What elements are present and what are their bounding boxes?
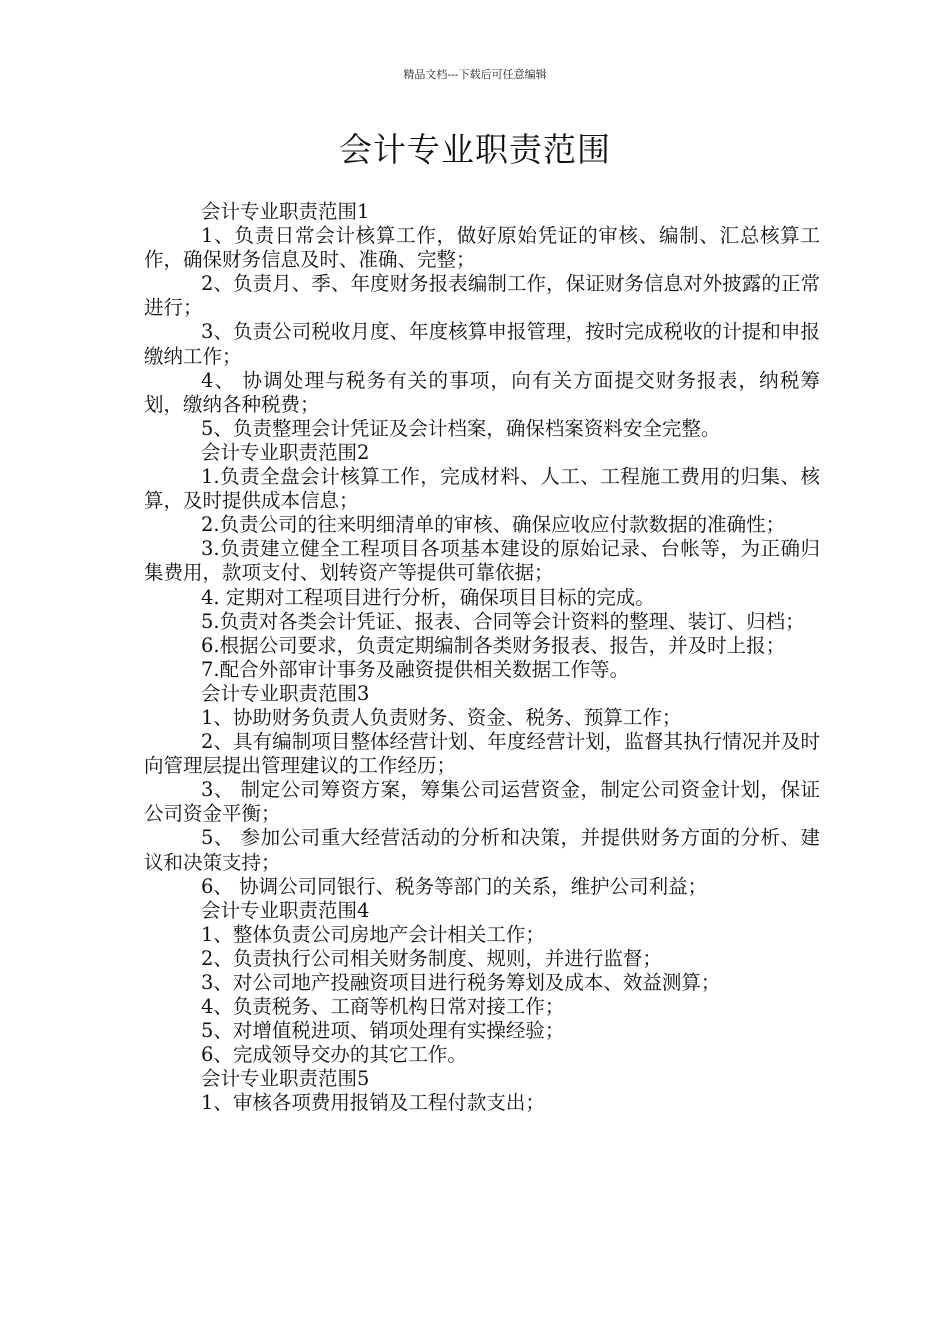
section-heading: 会计专业职责范围1 bbox=[201, 200, 370, 223]
body-paragraph: 6.根据公司要求，负责定期编制各类财务报表、报告，并及时上报； bbox=[201, 633, 786, 657]
body-paragraph: 4、 协调处理与税务有关的事项，向有关方面提交财务报表，纳税筹划，缴纳各种税费； bbox=[144, 368, 820, 416]
body-paragraph: 1、协助财务负责人负责财务、资金、税务、预算工作； bbox=[201, 705, 682, 729]
body-paragraph: 7.配合外部审计事务及融资提供相关数据工作等。 bbox=[201, 657, 630, 681]
document-title: 会计专业职责范围 bbox=[339, 130, 611, 169]
body-paragraph: 1、审核各项费用报销及工程付款支出； bbox=[201, 1091, 545, 1115]
body-paragraph: 2、具有编制项目整体经营计划、年度经营计划，监督其执行情况并及时向管理层提出管理建议的工作经历； bbox=[144, 730, 820, 778]
section-heading: 会计专业职责范围2 bbox=[201, 440, 370, 464]
body-paragraph: 1.负责全盘会计核算工作，完成材料、人工、工程施工费用的归集、核算，及时提供成本信息； bbox=[144, 465, 820, 513]
body-paragraph: 3、 制定公司筹资方案，筹集公司运营资金，制定公司资金计划，保证公司资金平衡； bbox=[144, 778, 820, 826]
header-note: 精品文档---下载后可任意编辑 bbox=[403, 68, 547, 81]
body-paragraph: 2.负责公司的往来明细清单的审核、确保应收应付款数据的准确性； bbox=[201, 513, 786, 537]
body-paragraph: 5、 参加公司重大经营活动的分析和决策，并提供财务方面的分析、建议和决策支持； bbox=[144, 826, 820, 874]
body-paragraph: 5、对增值税进项、销项处理有实操经验； bbox=[201, 1019, 565, 1043]
document-body bbox=[144, 200, 820, 1116]
section-heading: 会计专业职责范围5 bbox=[201, 1067, 370, 1091]
body-paragraph: 2、负责月、季、年度财务报表编制工作，保证财务信息对外披露的正常进行； bbox=[144, 272, 820, 320]
body-paragraph: 2、负责执行公司相关财务制度、规则，并进行监督； bbox=[201, 946, 662, 970]
body-paragraph: 3、负责公司税收月度、年度核算申报管理，按时完成税收的计提和申报缴纳工作； bbox=[144, 320, 820, 368]
body-paragraph: 4、负责税务、工商等机构日常对接工作； bbox=[201, 995, 565, 1019]
section-heading: 会计专业职责范围3 bbox=[201, 681, 370, 705]
body-paragraph: 6、完成领导交办的其它工作。 bbox=[201, 1043, 467, 1067]
body-paragraph: 6、 协调公司同银行、税务等部门的关系，维护公司利益； bbox=[201, 874, 708, 898]
body-paragraph: 1、整体负责公司房地产会计相关工作； bbox=[201, 922, 545, 946]
body-paragraph: 4. 定期对工程项目进行分析，确保项目目标的完成。 bbox=[201, 585, 655, 609]
body-paragraph: 5.负责对各类会计凭证、报表、合同等会计资料的整理、装订、归档； bbox=[201, 609, 805, 633]
body-paragraph: 1、负责日常会计核算工作，做好原始凭证的审核、编制、汇总核算工作，确保财务信息及时、准确、完整； bbox=[144, 224, 820, 272]
section-heading: 会计专业职责范围4 bbox=[201, 898, 370, 922]
body-paragraph: 3.负责建立健全工程项目各项基本建设的原始记录、台帐等，为正确归集费用，款项支付、划转资产等提供可靠依据； bbox=[144, 537, 820, 585]
body-paragraph: 5、负责整理会计凭证及会计档案，确保档案资料安全完整。 bbox=[201, 416, 721, 440]
body-paragraph: 3、对公司地产投融资项目进行税务筹划及成本、效益测算； bbox=[201, 971, 721, 994]
